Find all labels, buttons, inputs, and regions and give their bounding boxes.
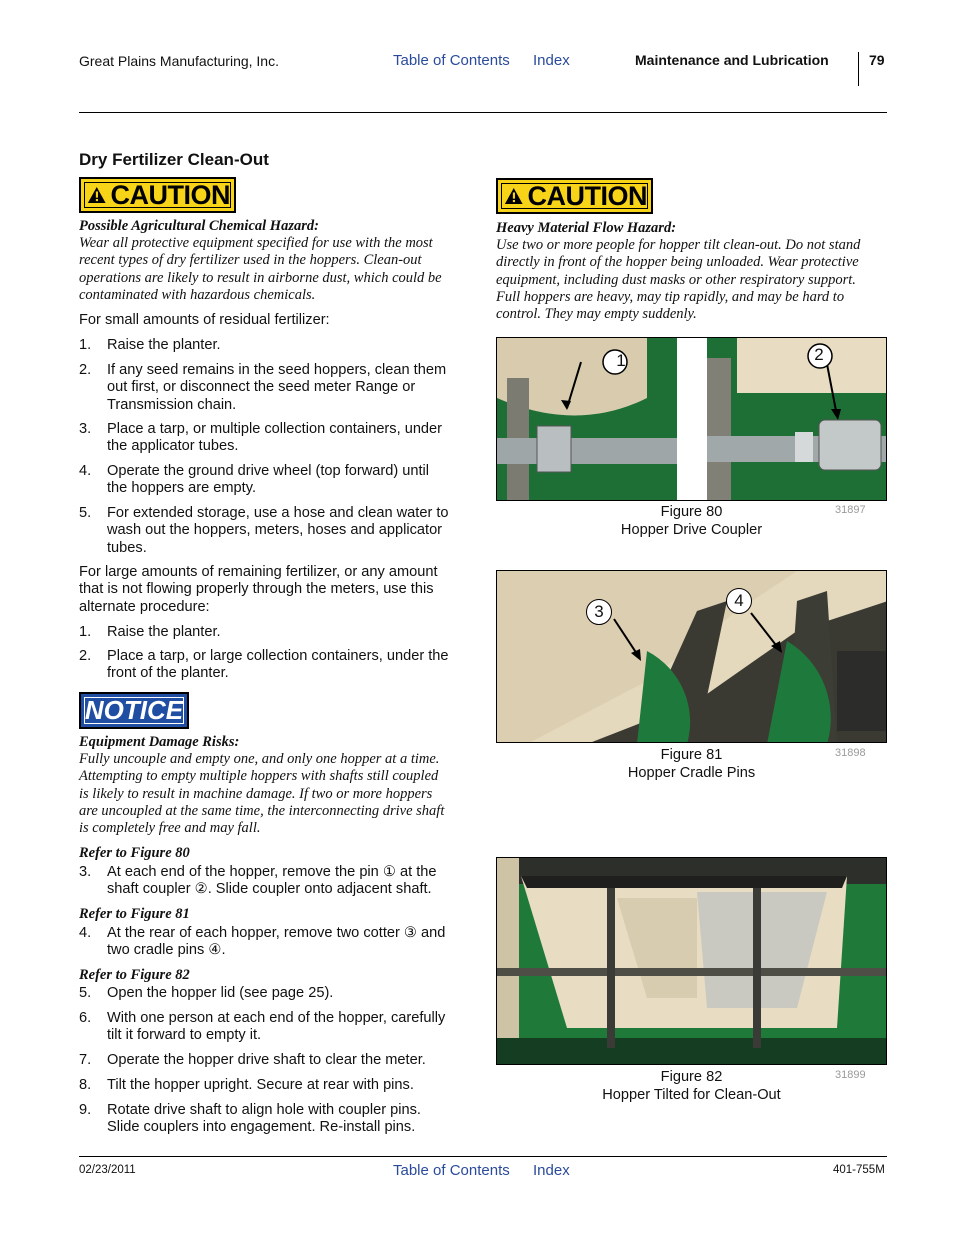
step-line: At the rear of each hopper, remove two cotter ③ and [107, 925, 446, 941]
step-text [107, 985, 333, 1002]
step-line: tilt it forward to empty it. [107, 1027, 262, 1044]
doc-number: 401-755M [833, 1164, 885, 1176]
toc-link-header[interactable]: Table of Contents [393, 52, 510, 69]
toc-link-footer[interactable]: Table of Contents [393, 1162, 510, 1179]
step-line: Raise the planter. [107, 337, 221, 353]
figure-81-id: 31898 [835, 747, 866, 759]
figure-label: Figure 81 [660, 747, 723, 763]
figure-title: Hopper Cradle Pins [627, 765, 756, 781]
step-line: front of the planter. [107, 665, 229, 682]
large-amounts-intro [79, 564, 438, 616]
step-number: 7. [79, 1052, 92, 1068]
hazard-line: operations are likely to result in airborne dust, which could be [79, 269, 442, 286]
step-text [107, 505, 449, 557]
small-amounts-intro: For small amounts of residual fertilizer: [79, 312, 330, 328]
hazard-line: directly in front of the hopper being unloaded. Wear protective [496, 254, 859, 271]
step-number: 1. [79, 337, 92, 353]
notice-text [79, 751, 474, 837]
hazard-text-left [79, 235, 474, 304]
hazard-line: Use two or more people for hopper tilt clean-out. Do not stand [496, 237, 861, 253]
step-line: the hoppers are empty. [107, 480, 256, 497]
header-rule [79, 112, 887, 113]
warning-triangle-icon [87, 185, 107, 205]
step-line: Place a tarp, or large collection containers, under the [107, 648, 449, 664]
figure-title: Hopper Tilted for Clean-Out [602, 1087, 781, 1103]
step-number: 8. [79, 1077, 92, 1093]
intro-line: For large amounts of remaining fertilizer, or any amount [79, 564, 438, 580]
callout-4: 4 [726, 588, 752, 614]
figure-81-photo [496, 570, 887, 743]
hazard-line: Full hoppers are heavy, may tip rapidly, and may be hard to [496, 288, 845, 305]
step-text [107, 1077, 414, 1094]
step-number: 2. [79, 648, 92, 664]
step-text [107, 864, 437, 899]
notice-banner [79, 692, 189, 729]
step-line: With one person at each end of the hopper, carefully [107, 1010, 446, 1026]
hazard-line: contaminated with hazardous chemicals. [79, 286, 316, 303]
notice-line: is likely to result in machine damage. If two or more hoppers [79, 785, 433, 802]
hazard-line: control. They may empty suddenly. [496, 306, 697, 323]
step-number: 4. [79, 463, 92, 479]
step-line: Slide couplers into engagement. Re-install pins. [107, 1119, 416, 1136]
step-text [107, 421, 442, 456]
step-text [107, 1052, 426, 1069]
intro-line: alternate procedure: [79, 598, 210, 615]
section-title: Maintenance and Lubrication [635, 52, 829, 68]
step-line: Place a tarp, or multiple collection containers, under [107, 421, 443, 437]
step-number: 5. [79, 505, 92, 521]
step-number: 5. [79, 985, 92, 1001]
step-number: 9. [79, 1102, 92, 1118]
step-text [107, 463, 429, 498]
hazard-line: recent types of dry fertilizer used in the hoppers. Clean-out [79, 252, 422, 269]
figure-80-caption [496, 503, 887, 539]
step-number: 3. [79, 864, 92, 880]
hazard-heading-right: Heavy Material Flow Hazard: [496, 220, 677, 236]
step-text [107, 362, 446, 414]
step-text [107, 648, 449, 683]
company-name: Great Plains Manufacturing, Inc. [79, 53, 279, 69]
step-text [107, 1010, 445, 1045]
step-text [107, 1102, 421, 1137]
step-number: 4. [79, 925, 92, 941]
step-line: If any seed remains in the seed hoppers, clean them [107, 362, 447, 378]
figure-82-caption [496, 1068, 887, 1104]
notice-line: Attempting to empty multiple hoppers with shafts still coupled [79, 768, 439, 785]
figure-81-caption [496, 746, 887, 782]
intro-line: that is not flowing properly through the meters, use this [79, 581, 434, 598]
step-text [107, 925, 445, 960]
step-line: shaft coupler ②. Slide coupler onto adjacent shaft. [107, 881, 432, 898]
step-line: Open the hopper lid (see page 25). [107, 985, 334, 1001]
step-line: the applicator tubes. [107, 438, 239, 455]
caution-banner-left [79, 177, 236, 213]
footer-date: 02/23/2011 [79, 1164, 136, 1176]
figure-title: Hopper Drive Coupler [620, 522, 763, 538]
callout-2: 2 [814, 345, 824, 364]
index-link-header[interactable]: Index [533, 52, 570, 69]
step-line: At each end of the hopper, remove the pin ① at the [107, 864, 437, 880]
step-line: Operate the hopper drive shaft to clear the meter. [107, 1052, 426, 1068]
step-line: wash out the hoppers, meters, hoses and applicator [107, 522, 443, 539]
hazard-line: equipment, including dust masks or other respiratory support. [496, 271, 856, 288]
step-line: two cradle pins ④. [107, 942, 226, 959]
footer-rule [79, 1156, 887, 1157]
step-text [107, 337, 221, 354]
step-line: out first, or disconnect the seed meter Range or [107, 379, 416, 396]
figure-label: Figure 80 [660, 504, 723, 520]
page-number: 79 [869, 52, 885, 68]
notice-label: NOTICE [84, 695, 184, 725]
step-text [107, 624, 221, 641]
figure-82-photo [496, 857, 887, 1065]
step-line: Rotate drive shaft to align hole with coupler pins. [107, 1102, 421, 1118]
hazard-text-right [496, 237, 891, 323]
figure-reference: Refer to Figure 81 [79, 906, 190, 922]
figure-reference: Refer to Figure 80 [79, 845, 190, 861]
step-line: tubes. [107, 539, 147, 556]
warning-triangle-icon [504, 186, 524, 206]
figure-80-id: 31897 [835, 504, 866, 516]
index-link-footer[interactable]: Index [533, 1162, 570, 1179]
step-line: For extended storage, use a hose and clean water to [107, 505, 449, 521]
notice-line: are uncoupled at the same time, the interconnecting drive shaft [79, 802, 445, 819]
step-number: 1. [79, 624, 92, 640]
step-line: Transmission chain. [107, 396, 237, 413]
step-line: Operate the ground drive wheel (top forward) until [107, 463, 430, 479]
caution-label: CAUTION [527, 180, 647, 211]
step-line: Tilt the hopper upright. Secure at rear with pins. [107, 1077, 414, 1093]
figure-reference: Refer to Figure 82 [79, 967, 190, 983]
notice-line: Fully uncouple and empty one, and only one hopper at a time. [79, 751, 440, 767]
step-number: 2. [79, 362, 92, 378]
step-number: 6. [79, 1010, 92, 1026]
hazard-line: Wear all protective equipment specified for use with the most [79, 235, 433, 251]
callout-3: 3 [586, 599, 612, 625]
step-number: 3. [79, 421, 92, 437]
header-divider [858, 52, 859, 86]
notice-heading: Equipment Damage Risks: [79, 734, 240, 750]
caution-banner-right [496, 178, 653, 214]
notice-line: is completely free and may fall. [79, 820, 261, 837]
step-line: Raise the planter. [107, 624, 221, 640]
figure-82-id: 31899 [835, 1069, 866, 1081]
figure-label: Figure 82 [660, 1069, 723, 1085]
caution-label: CAUTION [110, 179, 230, 210]
callout-1: 1 [616, 351, 626, 370]
hazard-heading-left: Possible Agricultural Chemical Hazard: [79, 218, 319, 234]
section-heading: Dry Fertilizer Clean-Out [79, 150, 269, 169]
